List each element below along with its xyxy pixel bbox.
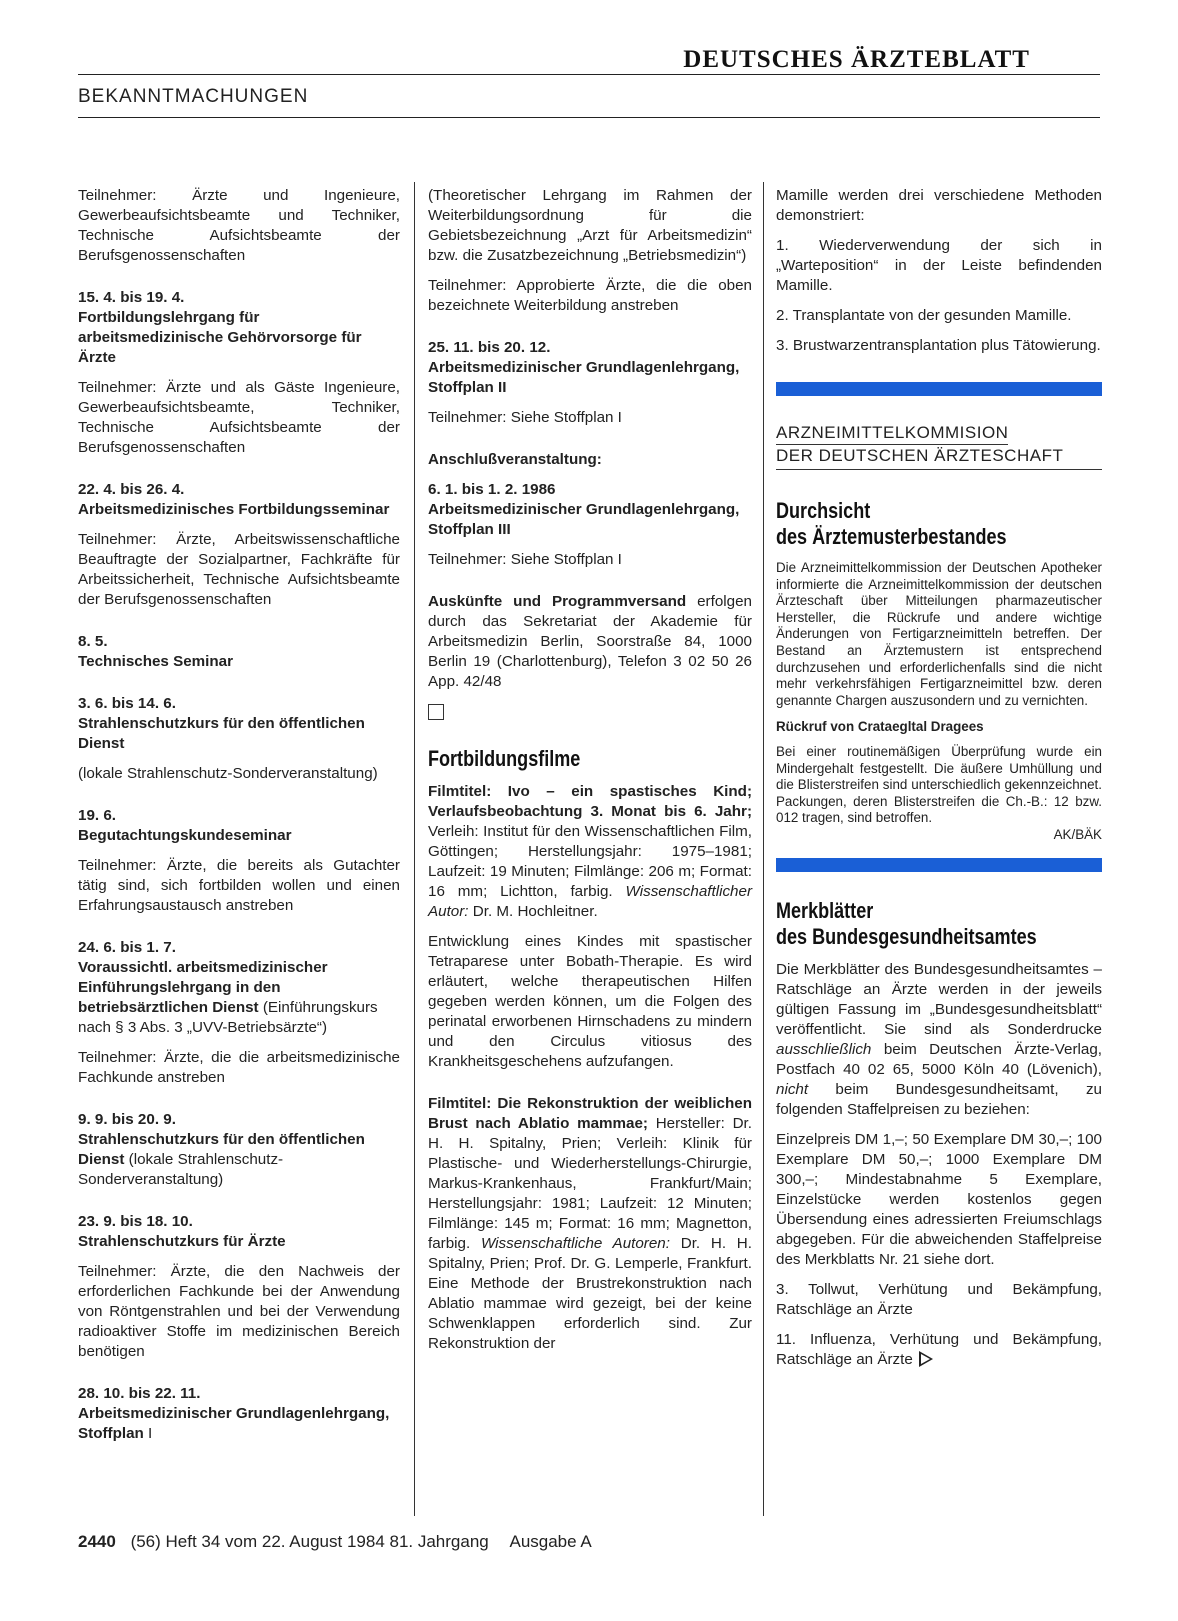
paragraph <box>776 960 1102 1120</box>
course-participants: Teilnehmer: Siehe Stoffplan I <box>428 409 622 426</box>
list-item: 2. Transplantate von der gesunden Mamille. <box>776 307 1072 324</box>
course-title: Fortbildungslehrgang für arbeitsmedizinische Gehörvorsorge für Ärzte <box>78 309 362 366</box>
text-run-italic: ausschließlich <box>776 1040 872 1058</box>
course-entry <box>78 694 400 784</box>
film-title: Filmtitel: Die Rekonstruktion der weiblichen Brust nach Ablatio mammae; <box>428 1095 752 1132</box>
column-2 <box>428 186 752 1364</box>
contact-paragraph <box>428 592 752 692</box>
film-author-label: Wissenschaftliche Autoren: <box>480 1235 670 1252</box>
page-number: 2440 <box>78 1532 116 1551</box>
course-date: 28. 10. bis 22. 11. <box>78 1385 201 1402</box>
course-entry <box>78 1110 400 1190</box>
course-date: 24. 6. bis 1. 7. <box>78 939 176 956</box>
list-item-text: 11. Influenza, Verhütung und Bekämpfung, Ratschläge an Ärzte <box>776 1330 1102 1368</box>
paragraph: Mamille werden drei verschiedene Methoden demonstriert: <box>776 187 1102 224</box>
course-date: 9. 9. bis 20. 9. <box>78 1111 176 1128</box>
course-entry <box>78 1384 400 1444</box>
course-date: 23. 9. bis 18. 10. <box>78 1213 193 1230</box>
course-note: (Einführungskurs nach § 3 Abs. 3 „UVV-Betriebsärzte“) <box>78 999 378 1036</box>
course-entry <box>78 806 400 916</box>
film-details: Verleih: Institut für den Wissenschaftlichen Film, Göttingen; Herstellungsjahr: 1975–1981; Laufzeit: 19 Minuten; Filmlänge: 206 m; Format: 16 mm; Lichtton, farbig. <box>428 823 752 900</box>
text-run: beim Deutschen Ärzte-Verlag, Postfach 40 02 65, 5000 Köln 40 (Lövenich), <box>776 1040 1102 1078</box>
course-date: 25. 11. bis 20. 12. <box>428 339 551 356</box>
course-title: Begutachtungskundeseminar <box>78 827 292 844</box>
course-title: Arbeitsmedizinisches Fortbildungsseminar <box>78 501 390 518</box>
section-heading: Fortbildungsfilme <box>428 746 581 771</box>
list-item: 1. Wiederverwendung der sich in „Warteposition“ in der Leiste befindenden Mamille. <box>776 237 1102 294</box>
course-date: 22. 4. bis 26. 4. <box>78 481 185 498</box>
subheading: Rückruf von Crataegltal Dragees <box>776 719 984 735</box>
article-body <box>776 560 1102 844</box>
paragraph: Bei einer routinemäßigen Überprüfung wurde ein Mindergehalt festgestellt. Die äußere Umhüllung und die Blisterstreifen sind unterschiedlich gekennzeichnet. Packungen, deren Blisterstreifen die Ch.-B.: 12 bzw. 012 tragen, sind betroffen. <box>776 743 1102 826</box>
subheading: Anschlußveranstaltung: <box>428 451 602 468</box>
article-heading <box>776 898 1043 950</box>
column-3 <box>776 186 1102 1380</box>
course-entry <box>78 1212 400 1362</box>
article-heading-line1: Merkblätter <box>776 897 874 923</box>
course-date: 8. 5. <box>78 633 108 650</box>
department-label <box>776 422 1102 470</box>
paragraph: Die Arzneimittelkommission der Deutschen Apotheker informierte die Arzneimittelkommission der deutschen Ärzteschaft über Mitteilungen pharmazeutischer Hersteller, die Rückrufe und andere wichtige Änderungen von Fertigarzneimitteln betreffen. Der Bestand an Ärztemustern ist entsprechend durchzusehen und erforderlichenfalls sind die nicht mehr verkehrsfähigen Fertigarzneimittel bzw. deren genannte Chargen auszusondern und zu vernichten. <box>776 560 1102 708</box>
department-label-line1: ARZNEIMITTELKOMMISION <box>776 422 1008 445</box>
course-note: (lokale Strahlenschutz-Sonderveranstaltung) <box>78 1151 284 1188</box>
list-item: 3. Tollwut, Verhütung und Bekämpfung, Ratschläge an Ärzte <box>776 1280 1102 1318</box>
page-footer <box>78 1532 592 1552</box>
list-item <box>776 1330 1102 1370</box>
course-note: (lokale Strahlenschutz-Sonderveranstaltung) <box>78 765 378 782</box>
paragraph: Teilnehmer: Ärzte und Ingenieure, Gewerbeaufsichtsbeamte und Techniker, Technische Aufsichtsbeamte der Berufsgenossenschaften <box>78 187 400 264</box>
section-label: BEKANNTMACHUNGEN <box>78 86 309 107</box>
column-1 <box>78 186 400 1454</box>
edition-info: Ausgabe A <box>509 1532 592 1551</box>
film-details: Hersteller: Dr. H. H. Spitalny, Prien; Verleih: Klinik für Plastische- und Wiederherstellungs-Chirurgie, Markus-Krankenhaus, Frankfurt/Main; Herstellungsjahr: 1981; Laufzeit: 12 Minuten; Filmlänge: 145 m; Format: 16 mm; Magnetton, farbig. <box>428 1115 752 1252</box>
course-note: I <box>143 1425 153 1442</box>
masthead <box>78 44 1100 75</box>
text-run-italic: nicht <box>776 1080 809 1098</box>
course-participants: Teilnehmer: Ärzte und als Gäste Ingenieure, Gewerbeaufsichtsbeamte, Techniker, Technische Aufsichtsbeamte der Berufsgenossenschaften <box>78 379 400 456</box>
course-date: 3. 6. bis 14. 6. <box>78 695 176 712</box>
header-rule <box>78 117 1100 118</box>
course-participants: Teilnehmer: Ärzte, Arbeitswissenschaftliche Beauftragte der Sozialpartner, Fachkräfte für Arbeitssicherheit, Technische Aufsichtsbeamte der Berufsgenossenschaften <box>78 531 400 608</box>
accent-bar <box>776 858 1102 872</box>
course-entry <box>78 480 400 610</box>
department-label-line2: DER DEUTSCHEN ÄRZTESCHAFT <box>776 446 1064 465</box>
course-participants: Teilnehmer: Ärzte, die den Nachweis der erforderlichen Fachkunde bei der Anwendung von Röntgenstrahlen und bei der Verwendung radioaktiver Stoffe im medizinischen Bereich benötigen <box>78 1263 400 1360</box>
article-heading-line1: Durchsicht <box>776 498 871 523</box>
accent-bar <box>776 382 1102 396</box>
article-heading-line2: des Bundesgesundheitsamtes <box>776 923 1037 949</box>
paragraph: (Theoretischer Lehrgang im Rahmen der Weiterbildungsordnung für die Gebietsbezeichnung „Arzt für Arbeitsmedizin“ bzw. die Zusatzbezeichnung „Betriebsmedizin“) <box>428 187 752 264</box>
contact-text: erfolgen durch das Sekretariat der Akademie für Arbeitsmedizin Berlin, Soorstraße 84, 1000 Berlin 19 (Charlottenburg), Telefon 3 02 50 26 App. 42/48 <box>428 593 752 690</box>
film-entry <box>428 782 752 922</box>
course-entry <box>78 288 400 458</box>
course-participants: Teilnehmer: Siehe Stoffplan I <box>428 551 622 568</box>
paragraph: Teilnehmer: Approbierte Ärzte, die die oben bezeichnete Weiterbildung anstreben <box>428 277 752 314</box>
column-divider <box>763 182 764 1516</box>
square-icon <box>428 704 444 720</box>
continue-arrow-icon <box>919 1351 933 1367</box>
list-item: 3. Brustwarzentransplantation plus Tätowierung. <box>776 337 1101 354</box>
film-author: Dr. M. Hochleitner. <box>468 903 598 920</box>
issue-info: (56) Heft 34 vom 22. August 1984 81. Jahrgang <box>130 1532 489 1551</box>
course-date: 6. 1. bis 1. 2. 1986 <box>428 481 556 498</box>
course-title: Technisches Seminar <box>78 653 234 670</box>
course-title: Strahlenschutzkurs für Ärzte <box>78 1233 286 1250</box>
film-author-label: Wissenschaftlicher Autor: <box>428 883 752 920</box>
paragraph: Einzelpreis DM 1,–; 50 Exemplare DM 30,–; 100 Exemplare DM 50,–; 1000 Exemplare DM 300,–; Mindestabnahme 5 Exemplare, Einzelstücke werden kostenlos gegen Übersendung eines adressierten Freiumschlags abgegeben. Für die abweichenden Staffelpreise des Merkblatts Nr. 21 siehe dort. <box>776 1130 1102 1268</box>
course-entry <box>428 480 752 570</box>
course-entry <box>78 938 400 1088</box>
course-entry <box>78 632 400 672</box>
film-description: Entwicklung eines Kindes mit spastischer Tetraparese unter Bobath-Therapie. Es wird erläutert, welche therapeutischen Hilfen gegeben werden können, um die Folgen des perinatal erworbenen Hirnschadens zu mindern und den Circulus vitiosus des Krankheitsgeschehens aufzufangen. <box>428 933 752 1070</box>
course-title: Arbeitsmedizinischer Grundlagenlehrgang, Stoffplan III <box>428 501 740 538</box>
film-description: Dr. H. H. Spitalny, Prien; Prof. Dr. G. Lemperle, Frankfurt. Eine Methode der Brustrekonstruktion nach Ablatio mammae wird gezeigt, bei der keine Schwenklappen erforderlich sind. Zur Rekonstruktion der <box>428 1235 752 1352</box>
course-title: Voraussichtl. arbeitsmedizinischer Einführungslehrgang in den betriebsärztlichen Dienst <box>78 959 328 1016</box>
course-title: Strahlenschutzkurs für den öffentlichen Dienst <box>78 1131 365 1168</box>
course-participants: Teilnehmer: Ärzte, die bereits als Gutachter tätig sind, sich fortbilden wollen und einen Erfahrungsaustausch anstreben <box>78 857 400 914</box>
course-title: Strahlenschutzkurs für den öffentlichen Dienst <box>78 715 365 752</box>
film-title: Filmtitel: Ivo – ein spastisches Kind; Verlaufsbeobachtung 3. Monat bis 6. Jahr; <box>428 783 752 820</box>
signature: AK/BÄK <box>1053 826 1102 842</box>
contact-lead: Auskünfte und Programmversand <box>428 593 687 610</box>
course-title: Arbeitsmedizinischer Grundlagenlehrgang, Stoffplan II <box>428 359 740 396</box>
journal-title: DEUTSCHES ÄRZTEBLATT <box>683 46 1030 73</box>
column-divider <box>414 182 415 1516</box>
course-date: 19. 6. <box>78 807 116 824</box>
course-title: Arbeitsmedizinischer Grundlagenlehrgang, Stoffplan <box>78 1405 390 1442</box>
text-run: beim Bundesgesundheitsamt, zu folgenden Staffelpreisen zu beziehen: <box>776 1080 1102 1118</box>
film-entry <box>428 1094 752 1354</box>
course-entry <box>428 338 752 428</box>
course-participants: Teilnehmer: Ärzte, die die arbeitsmedizinische Fachkunde anstreben <box>78 1049 400 1086</box>
article-heading <box>776 498 1043 550</box>
course-date: 15. 4. bis 19. 4. <box>78 289 185 306</box>
article-heading-line2: des Ärztemusterbestandes <box>776 524 1007 549</box>
text-run: Die Merkblätter des Bundesgesundheitsamtes – Ratschläge an Ärzte werden in der jeweils gültigen Fassung im „Bundesgesundheitsblatt“ veröffentlicht. Sie sind als Sonderdrucke <box>776 960 1102 1038</box>
